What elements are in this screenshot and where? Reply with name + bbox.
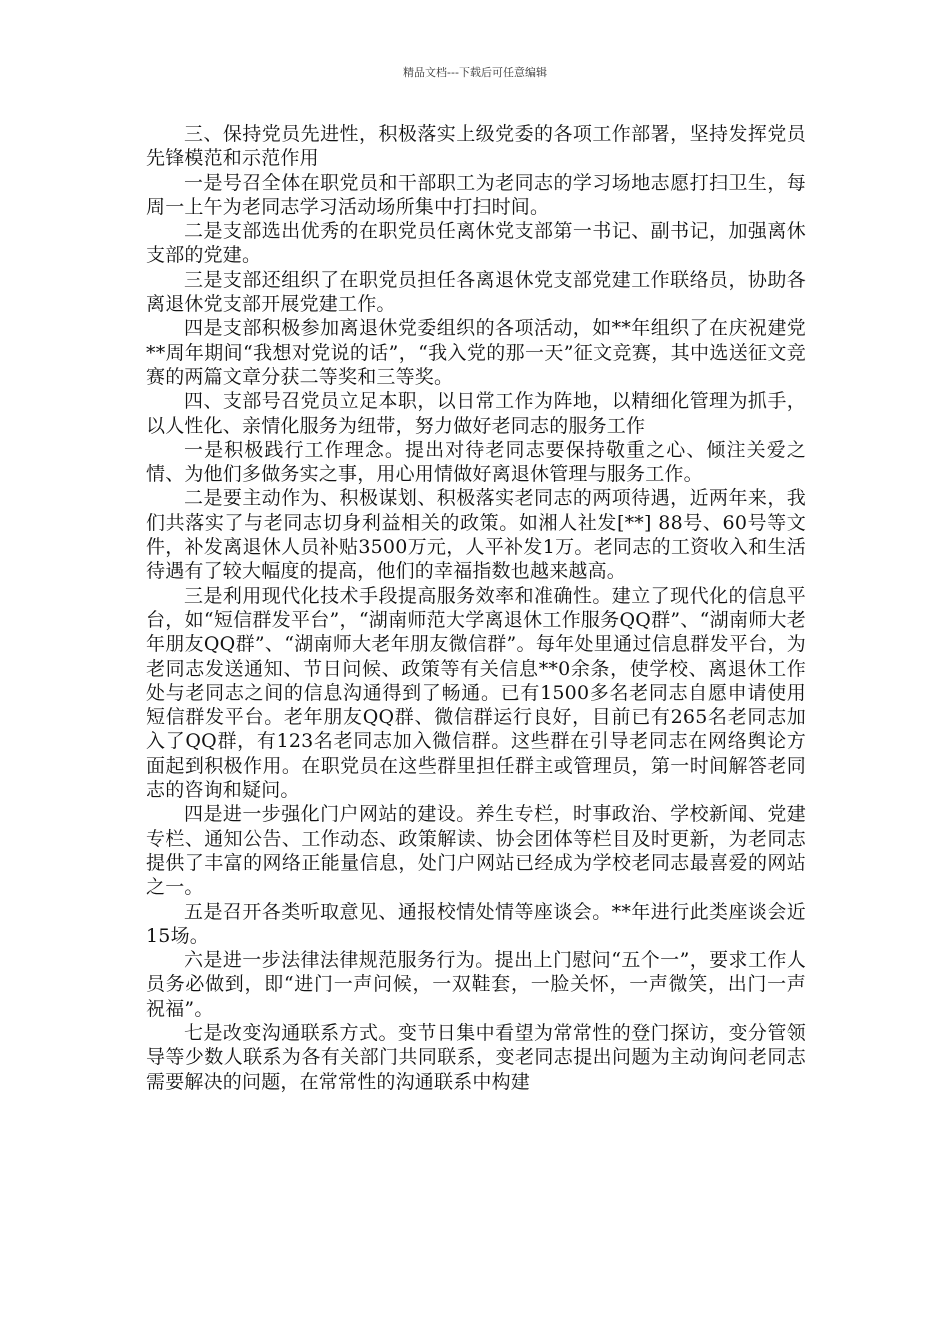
paragraph: 三是支部还组织了在职党员担任各离退休党支部党建工作联络员，协助各离退休党支部开展党建工作。 bbox=[146, 268, 806, 316]
document-body bbox=[146, 122, 806, 1094]
paragraph: 一是积极践行工作理念。提出对待老同志要保持敬重之心、倾注关爱之情、为他们多做务实之事，用心用情做好离退休管理与服务工作。 bbox=[146, 438, 806, 486]
paragraph: 一是号召全体在职党员和干部职工为老同志的学习场地志愿打扫卫生，每周一上午为老同志学习活动场所集中打扫时间。 bbox=[146, 171, 806, 218]
paragraph: 五是召开各类听取意见、通报校情处情等座谈会。**年进行此类座谈会近15场。 bbox=[146, 900, 806, 947]
paragraph: 二是支部选出优秀的在职党员任离休党支部第一书记、副书记，加强离休支部的党建。 bbox=[146, 220, 806, 267]
paragraph: 六是进一步法律法律规范服务行为。提出上门慰问“五个一”，要求工作人员务必做到，即“进门一声问候，一双鞋套，一脸关怀，一声微笑，出门一声祝福”。 bbox=[146, 949, 806, 1020]
paragraph: 四是支部积极参加离退休党委组织的各项活动，如**年组织了在庆祝建党**周年期间“我想对党说的话”，“我入党的那一天”征文竞赛，其中选送征文竞赛的两篇文章分获二等奖和三等奖。 bbox=[146, 317, 806, 388]
paragraph: 二是要主动作为、积极谋划、积极落实老同志的两项待遇，近两年来，我们共落实了与老同志切身利益相关的政策。如湘人社发[**] 88号、60号等文件，补发离退休人员补贴3500万元，人平补发1万。老同志的工资收入和生活待遇有了较大幅度的提高，他们的幸福指数也越来越高。 bbox=[146, 487, 806, 583]
section-heading-3: 三、保持党员先进性，积极落实上级党委的各项工作部署，坚持发挥党员先锋模范和示范作用 bbox=[146, 123, 806, 170]
paragraph: 七是改变沟通联系方式。变节日集中看望为常常性的登门探访，变分管领导等少数人联系为各有关部门共同联系，变老同志提出问题为主动询问老同志需要解决的问题，在常常性的沟通联系中构建 bbox=[146, 1021, 806, 1093]
section-heading-4: 四、支部号召党员立足本职，以日常工作为阵地，以精细化管理为抓手，以人性化、亲情化服务为纽带，努力做好老同志的服务工作 bbox=[146, 390, 806, 437]
paragraph: 三是利用现代化技术手段提高服务效率和准确性。建立了现代化的信息平台，如“短信群发平台”，“湖南师范大学离退休工作服务QQ群”、“湖南师大老年朋友QQ群”、“湖南师大老年朋友微信群”。每年处里通过信息群发平台，为老同志发送通知、节日问候、政策等有关信息**0余条，使学校、离退休工作处与老同志之间的信息沟通得到了畅通。已有1500多名老同志自愿申请使用短信群发平台。老年朋友QQ群、微信群运行良好，目前已有265名老同志加入了QQ群，有123名老同志加入微信群。这些群在引导老同志在网络舆论方面起到积极作用。在职党员在这些群里担任群主或管理员，第一时间解答老同志的咨询和疑问。 bbox=[146, 584, 806, 802]
page-header: 精品文档---下载后可任意编辑 bbox=[403, 66, 547, 79]
paragraph: 四是进一步强化门户网站的建设。养生专栏，时事政治、学校新闻、党建专栏、通知公告、工作动态、政策解读、协会团体等栏目及时更新，为老同志提供了丰富的网络正能量信息，处门户网站已经成为学校老同志最喜爱的网站之一。 bbox=[146, 803, 806, 899]
